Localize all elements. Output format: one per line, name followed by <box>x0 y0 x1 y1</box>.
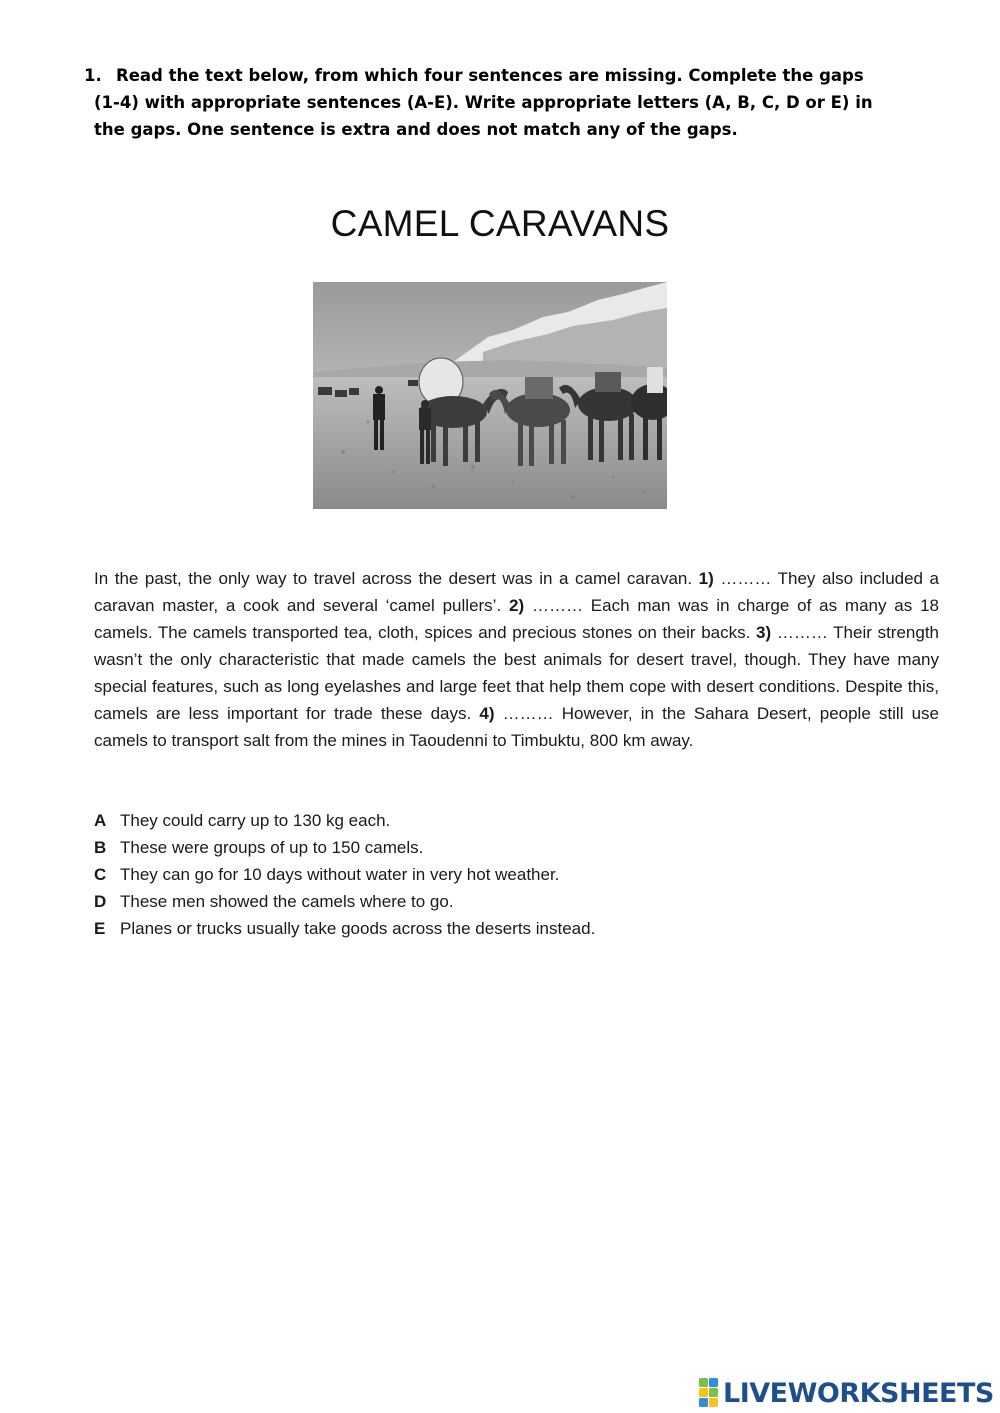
passage-sentence-3: Each man was in charge of as many as 18 camels. The camels transported tea, cloth, spices and precious stones on their backs. <box>94 596 939 642</box>
passage-sentence-1: In the past, the only way to travel across the desert was in a camel caravan. <box>94 569 693 588</box>
option-letter: D <box>94 892 107 911</box>
instructions-line-3: the gaps. One sentence is extra and does not match any of the gaps. <box>94 120 738 139</box>
option-d <box>94 888 794 915</box>
liveworksheets-logo <box>697 1377 994 1409</box>
gap-1-blank[interactable]: ……… <box>720 569 772 588</box>
answer-options <box>94 807 794 942</box>
gap-4-blank[interactable]: ……… <box>502 704 554 723</box>
option-text: Planes or trucks usually take goods across the deserts instead. <box>120 919 596 938</box>
page-title: CAMEL CARAVANS <box>330 203 670 244</box>
option-a <box>94 807 794 834</box>
option-letter: B <box>94 838 107 857</box>
option-text: They could carry up to 130 kg each. <box>120 811 391 830</box>
task-number: 1. <box>84 66 102 85</box>
passage-sentence-4: Their strength wasn’t the only characteristic that made camels the best animals for desert travel, though. They have many special features, such as long eyelashes and large feet that help them cope with desert conditions. Despite this, camels are less important for trade these days. <box>94 623 939 723</box>
gap-3-number: 3) <box>756 623 772 642</box>
liveworksheets-logo-text: LIVEWORKSHEETS <box>723 1377 994 1409</box>
gap-4-number: 4) <box>479 704 495 723</box>
gap-2-number: 2) <box>509 596 525 615</box>
instructions-line-2: (1-4) with appropriate sentences (A-E). Write appropriate letters (A, B, C, D or E) in <box>94 93 873 112</box>
option-letter: C <box>94 865 107 884</box>
option-letter: E <box>94 919 106 938</box>
option-letter: A <box>94 811 107 830</box>
gap-3-blank[interactable]: ……… <box>776 623 828 642</box>
option-c <box>94 861 794 888</box>
passage-sentence-2: They also included a caravan master, a cook and several ‘camel pullers’. <box>94 569 940 615</box>
liveworksheets-logo-icon <box>697 1377 721 1409</box>
instructions-line-1: 1. Read the text below, from which four sentences are missing. Complete the gaps <box>84 62 944 89</box>
option-e <box>94 915 794 942</box>
option-text: They can go for 10 days without water in very hot weather. <box>120 865 560 884</box>
gap-1-number: 1) <box>698 569 714 588</box>
gap-2-blank[interactable]: ……… <box>531 596 583 615</box>
passage-sentence-5: However, in the Sahara Desert, people still use camels to transport salt from the mines in Taoudenni to Timbuktu, 800 km away. <box>94 704 940 750</box>
task-instructions <box>84 62 944 143</box>
option-b <box>94 834 794 861</box>
option-text: These were groups of up to 150 camels. <box>120 838 424 857</box>
option-text: These men showed the camels where to go. <box>120 892 454 911</box>
camel-caravan-photo <box>313 282 667 509</box>
reading-passage <box>94 565 939 754</box>
